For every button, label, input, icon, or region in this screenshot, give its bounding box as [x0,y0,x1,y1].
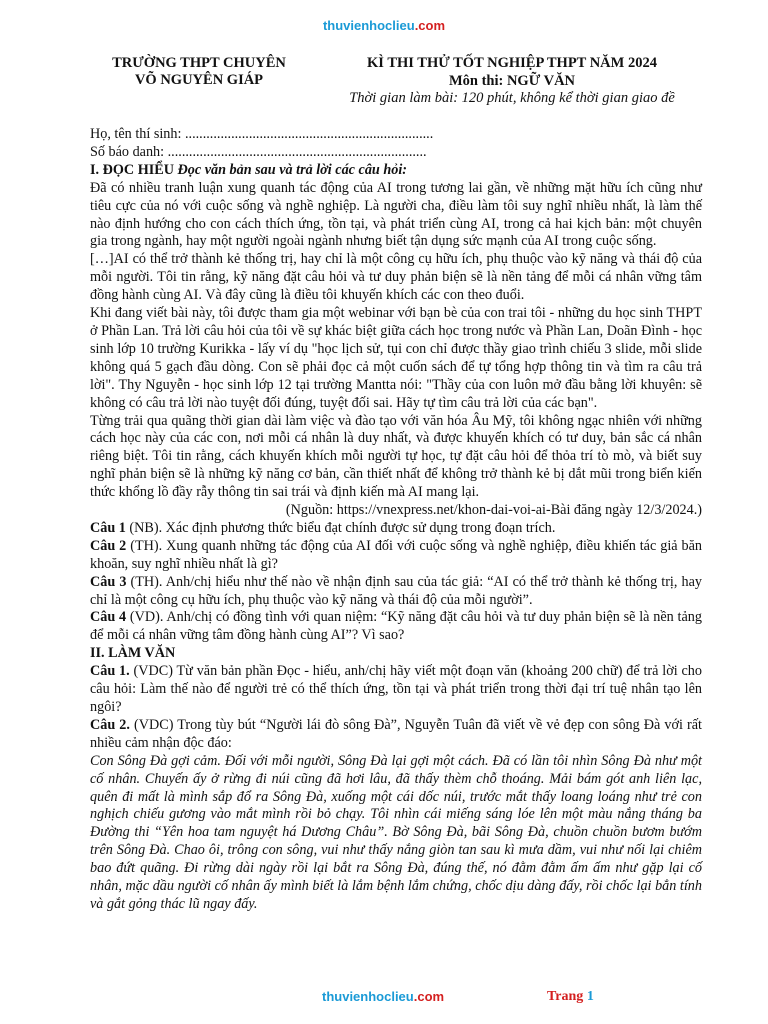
question-label: Câu 3 [90,573,127,590]
question-2 [90,538,702,574]
site-watermark-bottom [322,989,444,1004]
question-text: (VD). Anh/chị có đồng tình với quan niệm: “Kỹ năng đặt câu hỏi và tư duy phản biện sẽ là nền tảng để mỗi cá nhân vững tâm đồng hành cùng AI”? Vì sao? [90,609,702,644]
question-text: (VDC) Từ văn bản phần Đọc - hiểu, anh/chị hãy viết một đoạn văn (khoảng 200 chữ) để trả lời cho câu hỏi: Làm thế nào để người trẻ có thể thích ứng, tồn tại và phát triển trong thời đại trí tuệ nhân tạo lên ngôi? [90,663,702,715]
page-number: 1 [586,989,594,1004]
question-text: (NB). Xác định phương thức biểu đạt chính được sử dụng trong đoạn trích. [125,519,556,536]
candidate-name-line: Họ, tên thí sinh: ...................................................................... [90,126,434,142]
question-label: Câu 2 [90,537,127,554]
page-indicator [547,989,594,1005]
school-line-2: VÕ NGUYÊN GIÁP [134,72,264,88]
writing-question-1 [90,663,702,717]
section-1-title: I. ĐỌC HIỂU [90,161,174,178]
question-text: (TH). Anh/chị hiểu như thế nào về nhận định sau của tác giả: “AI có thể trở thành kẻ thống trị, hay chỉ là một công cụ hữu ích, phụ thuộc vào kỹ năng và thái độ của mỗi người”. [90,573,702,608]
question-label: Câu 2. [90,716,130,733]
school-header [90,55,308,89]
question-text: (TH). Xung quanh những tác động của AI đối với cuộc sống và nghề nghiệp, điều khiến tác giả băn khoăn, suy nghĩ nhiều nhất là gì? [90,537,702,572]
question-label: Câu 1 [90,519,126,536]
question-1 [90,520,702,538]
exam-title: KÌ THI THỬ TỐT NGHIỆP THPT NĂM 2024 [367,55,657,71]
question-text: (VDC) Trong tùy bút “Người lái đò sông Đà”, Nguyễn Tuân đã viết về vẻ đẹp con sông Đà với rất nhiều cảm nhận độc đáo: [90,716,703,751]
question-label: Câu 1. [90,663,130,680]
page-label: Trang [547,989,584,1004]
exam-body [90,126,702,914]
question-label: Câu 4 [90,609,127,626]
site-watermark-top [0,18,768,33]
reading-source: (Nguồn: https://vnexpress.net/khon-dai-voi-ai-Bài đăng ngày 12/3/2024.) [285,502,702,519]
site-name: thuvienhoclieu [322,18,415,33]
song-da-excerpt: Con Sông Đà gợi cảm. Đối với mỗi người, Sông Đà lại gợi một cách. Đã có lần tôi nhìn Sông Đà như một cố nhân. Chuyến ấy ở rừng đi núi cũng đã hơi lâu, đã thấy thèm chỗ thoáng. Mải bám gót anh liên lạc, quên đi mất là mình sắp đổ ra Sông Đà, xuống một cái dốc núi, trước mắt thấy loang loáng như trẻ con nghịch chiếu gương vào mắt mình rồi bỏ chạy. Tôi nhìn cái miếng sáng lóe lên một màu nắng tháng ba Đường thi “Yên hoa tam nguyệt há Dương Châu”. Bờ Sông Đà, bãi Sông Đà, chuồn chuồn bươm bướm trên Sông Đà. Chao ôi, trông con sông, vui như thấy nắng giòn tan sau kì mưa dầm, vui như nối lại chiêm bao đứt quãng. Đi rừng dài ngày rồi lại bắt ra Sông Đà, đúng thế, nó đằm đằm ấm ấm như gặp lại cố nhân, mặc dầu người cố nhân ấy mình biết là lắm bệnh lắm chứng, chốc dịu dàng đấy, rồi chốc lại bẳn tính và gắt gỏng thác lũ ngay đấy. [90,752,702,912]
section-1-instruction: Đọc văn bản sau và trả lời các câu hỏi: [177,161,408,178]
site-tld: .com [414,18,446,33]
question-4 [90,609,702,645]
reading-paragraph-1: Đã có nhiều tranh luận xung quanh tác động của AI trong tương lai gần, về những mặt hữu ích cũng như tiêu cực của nó với cuộc sống và nghề nghiệp. Là người cha, điều làm tôi suy nghĩ nhiều nhất, là làm thế nào định hướng cho con cách thích ứng, tồn tại, và phát triển cùng AI, trong cả hai kịch bản: một chuyên gia trong ngành, hay một người ngoài ngành nhưng biết tận dụng sức mạnh của AI trong cuộc sống. [90,179,702,250]
reading-paragraph-2: […]AI có thể trở thành kẻ thống trị, hay chỉ là một công cụ hữu ích, phụ thuộc vào kỹ năng và thái độ của mỗi người. Tôi tin rằng, kỹ năng đặt câu hỏi và tư duy phản biện sẽ là nền tảng để mỗi cá nhân vững tâm đồng hành cùng AI. Và đây cũng là điều tôi khuyến khích các con theo đuổi. [90,251,702,304]
section-2-heading: II. LÀM VĂN [90,645,176,662]
candidate-id-line: Số báo danh: ......................................................................... [90,143,427,160]
school-line-1: TRƯỜNG THPT CHUYÊN [112,55,286,71]
exam-subject: Môn thi: NGỮ VĂN [448,72,576,89]
exam-time: Thời gian làm bài: 120 phút, không kể thời gian giao đề [349,90,675,106]
footer-site-name: thuvienhoclieu [322,989,414,1004]
footer-site-tld: .com [413,989,445,1004]
section-1-heading [90,162,702,180]
question-3 [90,574,702,610]
reading-paragraph-3: Khi đang viết bài này, tôi được tham gia một webinar với bạn bè của con trai tôi - những du học sinh THPT ở Phần Lan. Trả lời câu hỏi của tôi về sự khác biệt giữa cách học trong nước và Phần Lan, Doãn Đình - học sinh lớp 10 trường Kurikka - lấy ví dụ "học lịch sử, tụi con chỉ được thầy giao trình chiếu 3 slide, mỗi slide không quá 5 gạch đầu dòng. Con sẽ phải đọc cả một cuốn sách để tự tổng hợp thông tin và tìm ra câu trả lời". Thy Nguyễn - học sinh lớp 12 tại trường Mantta nói: "Thầy của con luôn mở đầu bằng lời khuyên: sẽ không có câu trả lời nào tuyệt đối đúng, tuyệt đối sai. Hãy tự tìm câu trả lời của các bạn". [90,305,702,411]
writing-question-2 [90,717,702,753]
exam-header [330,55,694,108]
reading-paragraph-4: Từng trải qua quãng thời gian dài làm việc và đào tạo với văn hóa Âu Mỹ, tôi không ngạc nhiên với những cách học này của các con, nơi mỗi cá nhân là duy nhất, và được khuyến khích có tư duy, bản sắc cá nhân riêng biệt. Tôi tin rằng, cách khuyến khích mỗi người tự học, tự đặt câu hỏi để thỏa trí tò mò, và biết suy nghĩ phản biện sẽ là những kỹ năng cơ bản, cần thiết nhất để không trở thành kẻ bị dắt mũi trong biển kiến thức khổng lồ đầy rẫy thông tin sai trái và định kiến mà AI mang lại. [90,412,702,501]
